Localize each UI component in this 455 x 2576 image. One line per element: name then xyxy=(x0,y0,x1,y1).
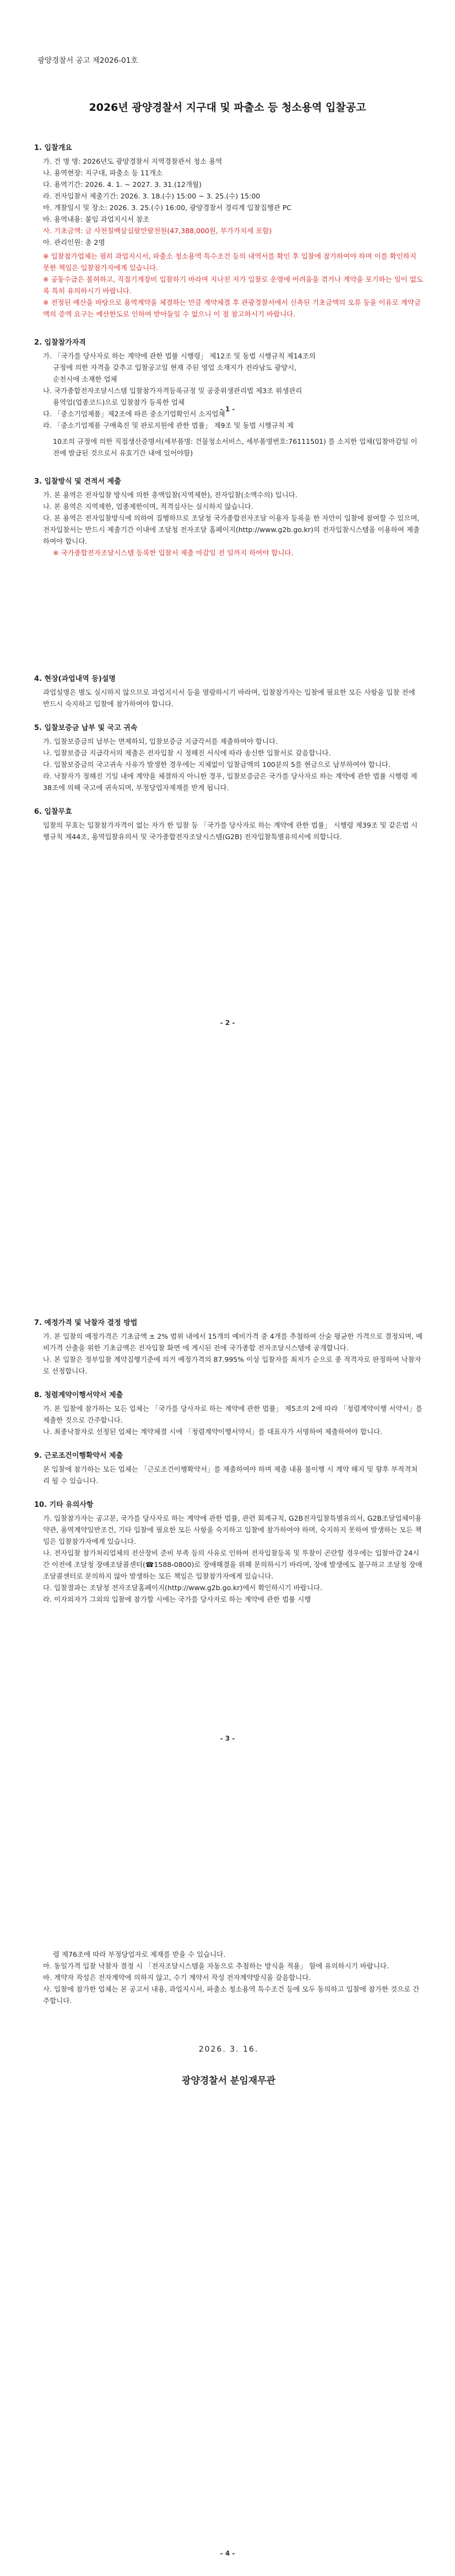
sec2-line: 10조의 규정에 의한 직접생산증명서(세부품명: 건물청소서비스, 세부품명번호:76111501) 를 소지한 업체(입찰마감일 이전에 발급된 것으로서 유효기간 내에 있어야함) xyxy=(53,437,418,457)
sec10-line: 다. 입찰결과는 조달청 전자조달홈페이지(http://www.g2b.go.kr)에서 확인하시기 바랍니다. xyxy=(43,1584,322,1592)
sec5-line: 다. 입찰보증금의 국고귀속 사유가 발생한 경우에는 지체없이 입찰금액의 100분의 5를 현금으로 납부하여야 합니다. xyxy=(43,760,391,769)
sec1-line: 다. 용역기간: 2026. 4. 1. ~ 2027. 3. 31.(12개월) xyxy=(43,180,202,189)
section-1-heading: 1. 입찰개요 xyxy=(34,144,72,152)
sec1-line: 아. 관리인원: 총 2명 xyxy=(43,238,105,246)
page-number: - 2 - xyxy=(220,1019,235,1027)
page-2 xyxy=(0,644,455,1288)
sec5-line: 나. 입찰보증금 지급각서의 제출은 전자입찰 시 정해진 서식에 따라 송신한 입찰서로 갈음합니다. xyxy=(43,749,331,757)
section-5-heading: 5. 입찰보증금 납부 및 국고 귀속 xyxy=(34,724,138,732)
sec3-line: 나. 본 용역은 지역제한, 업종제한이며, 적격심사는 실시하지 않습니다. xyxy=(43,502,253,511)
sec2-line: 나. 국가종합전자조달시스템 입찰참가자격등록규정 및 공중위생관리법 제3조 위생관리 xyxy=(43,387,302,395)
sec10-line: 바. 계약자 작성은 전자계약에 의하지 않고, 수기 계약서 작성 전자계약방식을 갈음합니다. xyxy=(43,1973,311,1982)
section-7-heading: 7. 예정가격 및 낙찰자 결정 방법 xyxy=(34,1319,138,1327)
sec2-line: 다. 「중소기업제품」제2조에 따른 중소기업확인서 소지업체 xyxy=(43,410,225,418)
sec1-note: ※ 입찰참가업체는 필히 과업지시서, 파출소 청소용역 특수조건 등의 내역서를 확인 후 입찰에 참가하여야 하며 이를 확인하지 못한 책임은 입찰참가자에게 있습니다. xyxy=(43,252,416,272)
sec1-line: 라. 전자입찰서 제출기간: 2026. 3. 18.(수) 15:00 ~ 3. 25.(수) 15:00 xyxy=(43,192,261,200)
notice-date: 2026. 3. 16. xyxy=(198,2045,259,2054)
sec1-line: 가. 건 명 명: 2026년도 광양경찰서 지역경찰관서 청소 용역 xyxy=(43,157,223,165)
sec2-line: 규정에 의한 자격을 갖추고 입찰공고일 현재 주된 영업 소재지가 전라남도 광양시, xyxy=(53,363,297,372)
sec5-line: 가. 입찰보증금의 납부는 면제하되, 입찰보증금 지급각서를 제출하여야 합니다. xyxy=(43,737,278,745)
sec10-line: 라. 이자외자가 그외의 입찰에 참가할 시에는 국가를 당사자로 하는 계약에 관한 법률 시행 xyxy=(43,1595,311,1603)
sec5-line: 라. 낙찰자가 정해진 기일 내에 계약을 체결하지 아니한 경우, 입찰보증금은 국가를 당사자로 하는 계약에 관한 법률 시행령 제38조에 의해 국고에 귀속되며, 부정당업자제재를 받게 됩니다. xyxy=(43,772,418,792)
sec1-note: ※ 전정된 예산을 바탕으로 용역계약을 체결하는 만큼 계약체결 후 관광경찰서에서 신축된 기초금액의 오류 등을 이유로 계약금액의 증액 요구는 예산한도로 인하여 받아들일 수 없으니 이 점 참고하시기 바랍니다. xyxy=(43,298,421,318)
page-number: - 3 - xyxy=(220,1735,235,1742)
sec9-line: 본 입찰에 참가하는 모든 업체는 「근로조건이행확약서」를 제출하여야 하며 제출 내용 불이행 시 계약 해지 및 향후 부적격처리 될 수 있습니다. xyxy=(43,1465,418,1485)
sec8-line: 나. 최종낙찰자로 선정된 업체는 계약체결 시에 「청렴계약이행서약서」를 대표자가 서명하여 제출하여야 합니다. xyxy=(43,1427,383,1436)
sec3-note: ※ 국가종합전자조달시스템 등록한 입찰서 제출 마감일 전 일까지 하여야 합니다. xyxy=(53,549,294,557)
section-6-heading: 6. 입찰무효 xyxy=(34,808,72,816)
section-9-heading: 9. 근로조건이행확약서 제출 xyxy=(34,1452,123,1460)
sec1-note: ※ 공동수급은 불허하고, 직접기계장비 입찰하기 바라며 지나친 저가 입찰로 운영에 어려움을 겪거나 계약을 포기하는 일이 없도록 특히 유의하시기 바랍니다. xyxy=(43,275,423,295)
sec3-line: 가. 본 용역은 전자입찰 방식에 의한 총액입찰(지역제한), 전자입찰(소액수의) 입니다. xyxy=(43,491,297,499)
sec2-line: 용역업(업종코드)으로 입찰참가 등록한 업체 xyxy=(53,398,185,406)
sec3-line: 다. 본 용역은 전자입찰방식에 의하여 집행하므로 조달청 국가종합전자조달 이용자 등록을 한 자만이 입찰에 참여할 수 있으며, 전자입찰서는 반드시 제출기간 이내에 조달청 전자조달 홈페이지(http://www.g2b.go.kr)의 전자입찰시스템을 이용하여 제출하여야 합니다. xyxy=(43,514,420,545)
notice-number: 광양경찰서 공고 제2026-01호 xyxy=(37,56,138,65)
page-number: - 1 - xyxy=(220,405,235,413)
section-8-heading: 8. 청렴계약이행서약서 제출 xyxy=(34,1391,123,1399)
page-3 xyxy=(0,1288,455,1932)
document-title: 2026년 광양경찰서 지구대 및 파출소 등 청소용역 입찰공고 xyxy=(89,101,366,114)
section-3-heading: 3. 입찰방식 및 견적서 제출 xyxy=(34,477,121,486)
sec1-base-price: 사. 기초금액: 금 사천칠백삼십팔만팔천원(47,388,000원, 부가가치세 포함) xyxy=(43,227,272,235)
page-number: - 4 - xyxy=(220,2550,235,2557)
page-1 xyxy=(0,0,455,644)
sec1-line: 나. 용역현장: 지구대, 파출소 등 11개소 xyxy=(43,169,162,177)
sec4-line: 과업설명은 별도 실시하지 않으므로 과업지시서 등을 열람하시기 바라며, 입찰참가자는 입찰에 필요한 모든 사항을 입찰 전에 반드시 숙지하고 입찰에 참가하여야 합니다. xyxy=(43,688,415,708)
sec1-line: 마. 개찰일시 및 장소: 2026. 3. 25.(수) 16:00, 광양경찰서 경리계 입찰집행관 PC xyxy=(43,203,292,212)
section-4-heading: 4. 현장(과업내역 등)설명 xyxy=(34,675,116,683)
section-10-heading: 10. 기타 유의사항 xyxy=(34,1501,94,1509)
sec7-line: 나. 본 입찰은 정부입찰 계약집행기준에 의거 예정가격의 87.995% 이상 입찰자를 최저가 순으로 종 적격자로 판정하여 낙찰자로 선정합니다. xyxy=(43,1355,421,1375)
sec10-line: 나. 전자입찰 참가처리업체의 전산장비 준비 부족 등의 사유로 인하여 전자입찰등록 및 투찰이 곤란할 경우에는 입찰마감 24시간 이전에 조달청 장애조달콜센터(☎1588-0800)로 장애해결을 위해 문의하시기 바라며, 장애 발생에도 불구하고 조달청 장애조달콜센터로 문의하지 않아 발생하는 모든 책임은 입찰참가자에게 있습니다. xyxy=(43,1549,422,1580)
sec10-line: 가. 입찰참가자는 공고문, 국가를 당사자로 하는 계약에 관한 법률, 관련 회계규칙, G2B전자입찰특별유의서, G2B조달업체이용약관, 용역계약일반조건, 기타 입찰에 필요한 모든 사항을 숙지하고 입찰에 참가하여야 하며, 숙지하지 못하여 발생하는 모든 책임은 입찰참가자에게 있습니다. xyxy=(43,1514,422,1545)
sec6-line: 입찰의 무효는 입찰참가자격이 없는 자가 한 입찰 등 「국가를 당사자로 하는 계약에 관한 법률」 시행령 제39조 및 같은법 시행규칙 제44조, 용역입찰유의서 및 국가종합전자조달시스템(G2B) 전자입찰특별유의서에 의합니다. xyxy=(43,821,418,841)
sec8-line: 가. 본 입찰에 참가하는 모든 업체는 「국가를 당사자로 하는 계약에 관한 법률」 제5조의 2에 따라 「청렴계약이행 서약서」를 제출한 것으로 간주합니다. xyxy=(43,1404,422,1424)
sec1-line: 바. 용역내용: 붙임 과업지시서 참조 xyxy=(43,215,150,223)
sec2-line: 라. 「중소기업제품 구매촉진 및 판로지원에 관한 법률」 제9조 및 동법 시행규칙 제 xyxy=(43,421,294,430)
sec10-line: 마. 동일가격 입찰 낙찰자 결정 시 「전자조달시스템을 자동으로 추첨하는 방식을 적용」 함에 유의하시기 바랍니다. xyxy=(43,1962,389,1970)
sec2-line: 가. 「국가를 당사자로 하는 계약에 관한 법률 시행령」 제12조 및 동법 시행규칙 제14조의 xyxy=(43,352,316,360)
sec2-line: 순천시에 소재한 업체 xyxy=(53,375,117,383)
sec10-line: 사. 입찰에 참가한 업체는 본 공고서 내용, 과업지시서, 파출소 청소용역 특수조건 등에 모두 동의하고 입찰에 참가한 것으로 간주합니다. xyxy=(43,1985,420,2005)
page-4 xyxy=(0,1932,455,2576)
sec10-line: 령 제76조에 따라 부정당업자로 제재를 받을 수 있습니다. xyxy=(53,1950,226,1958)
issuer-signature: 광양경찰서 분임재무관 xyxy=(181,2075,276,2086)
sec7-line: 가. 본 입찰의 예정가격은 기초금액 ± 2% 범위 내에서 15개의 예비가격 중 4개를 추첨하여 산술 평균한 가격으로 결정되며, 예비가격 산출을 위한 기초금액은 전자입찰 화면 에 게시된 전에 국가종합 전자조달시스템에 공개합니다. xyxy=(43,1332,423,1352)
section-2-heading: 2. 입찰참가자격 xyxy=(34,339,86,347)
